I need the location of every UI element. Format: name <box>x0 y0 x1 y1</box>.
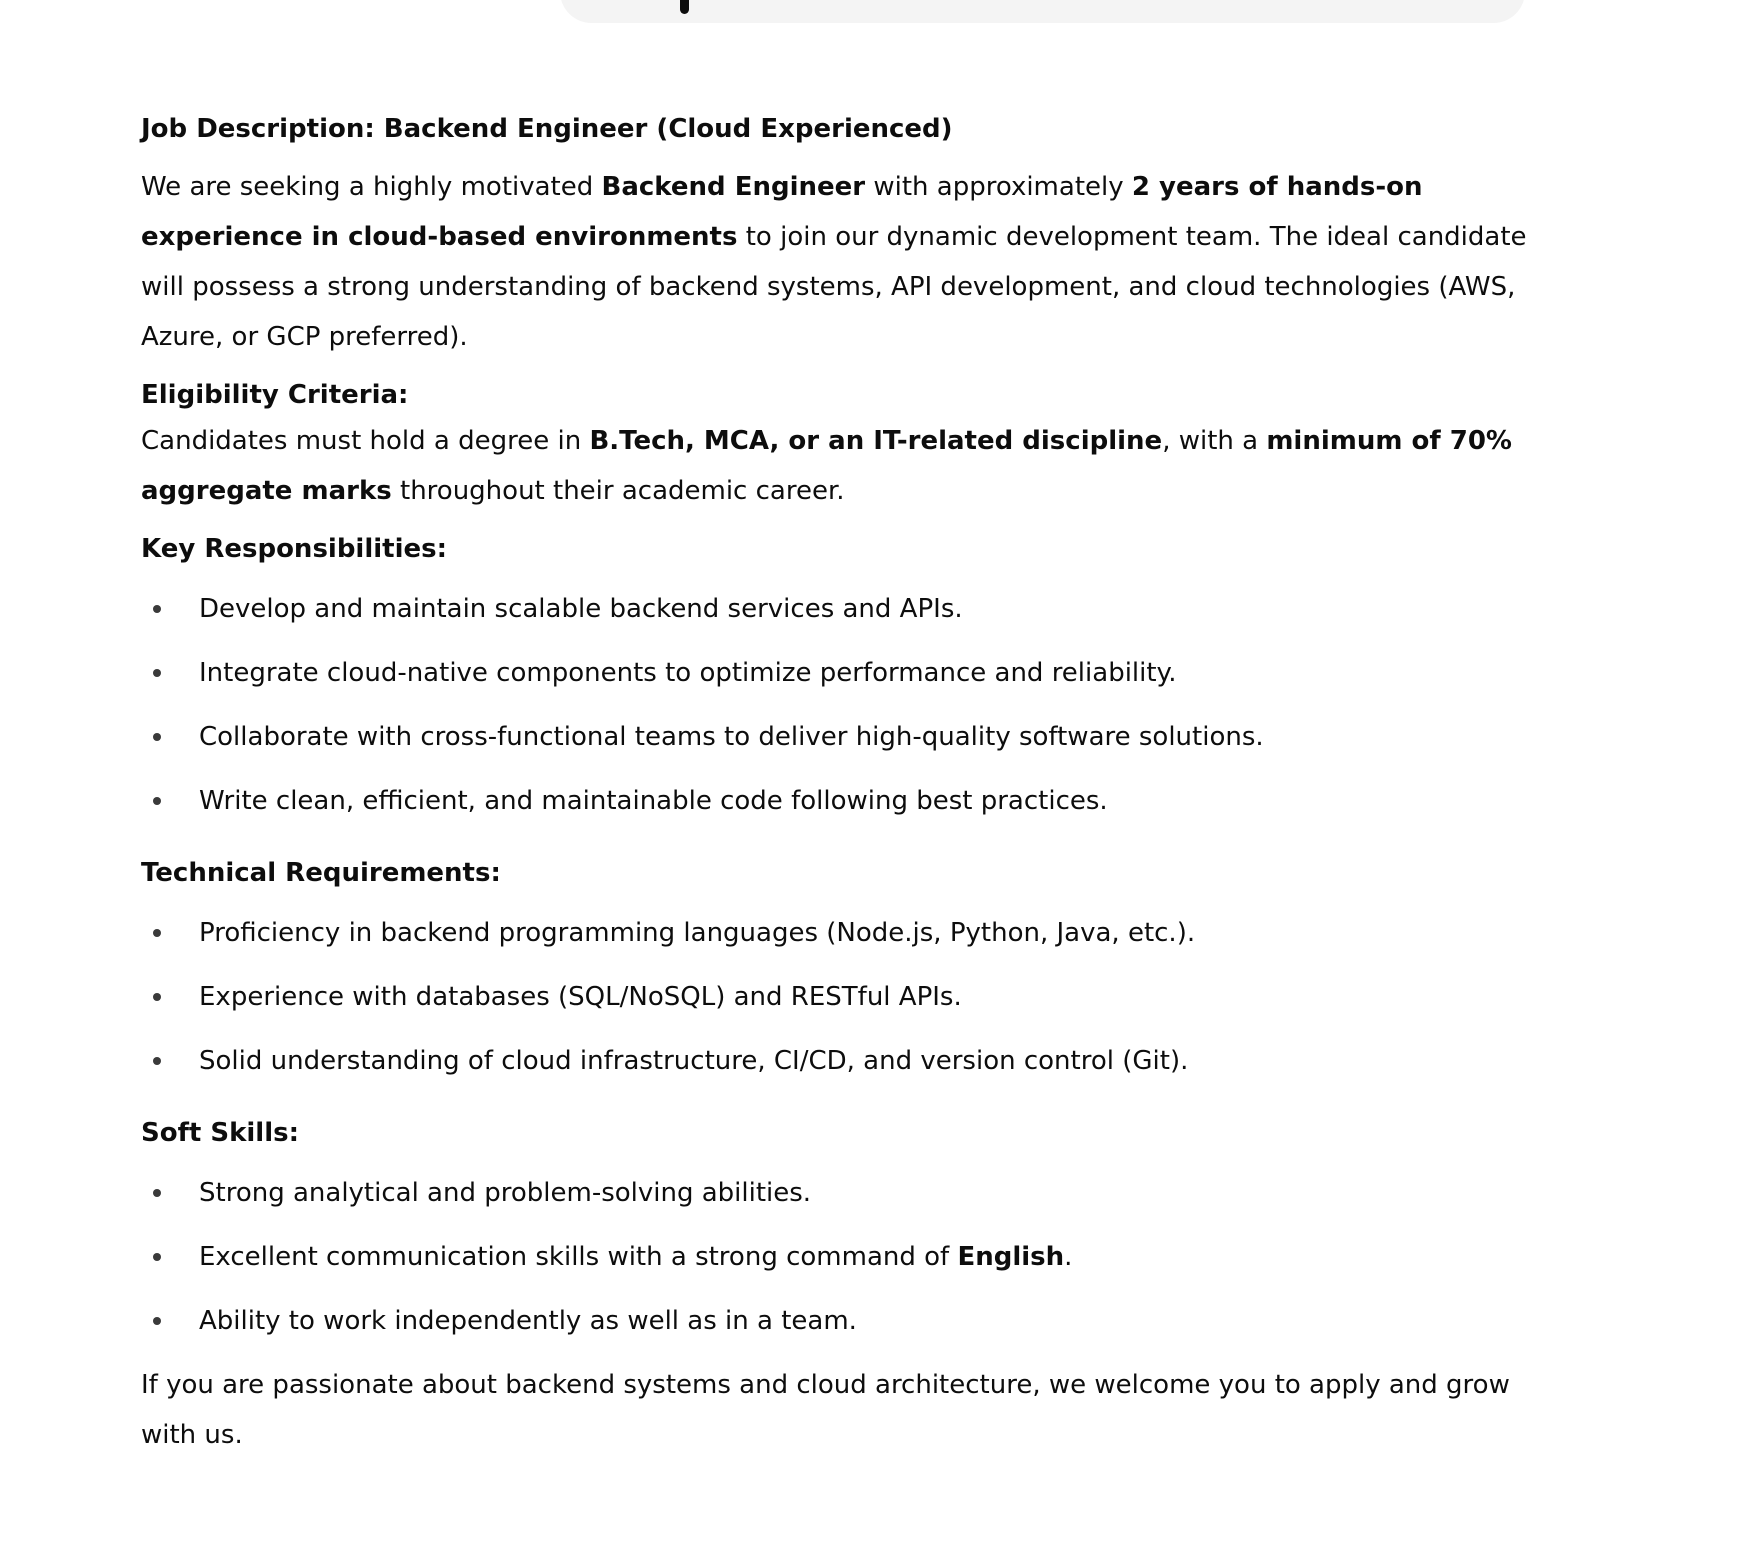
list-item: Strong analytical and problem-solving abilities. <box>141 1168 1531 1218</box>
soft-skills-heading: Soft Skills: <box>141 1118 300 1148</box>
list-item: Integrate cloud-native components to optimize performance and reliability. <box>141 648 1531 698</box>
bullet-icon <box>153 1189 161 1197</box>
bullet-icon <box>153 797 161 805</box>
technical-heading: Technical Requirements: <box>141 858 501 888</box>
bullet-icon <box>153 993 161 1001</box>
list-item: Proficiency in backend programming languages (Node.js, Python, Java, etc.). <box>141 908 1531 958</box>
list-item: Develop and maintain scalable backend services and APIs. <box>141 584 1531 634</box>
eligibility-paragraph: Candidates must hold a degree in B.Tech, MCA, or an IT-related discipline, with a minimum of 70% aggregate marks throughout their academic career. <box>141 426 1512 506</box>
responsibilities-heading: Key Responsibilities: <box>141 534 448 564</box>
list-item: Experience with databases (SQL/NoSQL) and RESTful APIs. <box>141 972 1531 1022</box>
list-item: Collaborate with cross-functional teams to deliver high-quality software solutions. <box>141 712 1531 762</box>
bullet-icon <box>153 669 161 677</box>
intro-paragraph: We are seeking a highly motivated Backend Engineer with approximately 2 years of hands-on experience in cloud-based environments to join our dynamic development team. The ideal candidate will possess a strong understanding of backend systems, API development, and cloud technologies (AWS, Azure, or GCP preferred). <box>141 172 1527 352</box>
bullet-icon <box>153 605 161 613</box>
bullet-icon <box>153 733 161 741</box>
soft-skills-list <box>141 1168 1531 1346</box>
bullet-icon <box>153 929 161 937</box>
job-title-heading: Job Description: Backend Engineer (Cloud Experienced) <box>141 114 953 144</box>
assistant-response <box>141 108 1531 1460</box>
list-item: Excellent communication skills with a strong command of English. <box>141 1232 1531 1282</box>
eligibility-heading: Eligibility Criteria: <box>141 380 409 410</box>
cropped-text-glyph <box>680 0 689 14</box>
list-item: Write clean, efficient, and maintainable code following best practices. <box>141 776 1531 826</box>
bullet-icon <box>153 1317 161 1325</box>
list-item: Ability to work independently as well as in a team. <box>141 1296 1531 1346</box>
technical-list <box>141 908 1531 1086</box>
responsibilities-list <box>141 584 1531 826</box>
bullet-icon <box>153 1057 161 1065</box>
bullet-icon <box>153 1253 161 1261</box>
closing-paragraph: If you are passionate about backend systems and cloud architecture, we welcome you to apply and grow with us. <box>141 1370 1510 1450</box>
previous-message-bubble <box>560 0 1525 23</box>
list-item: Solid understanding of cloud infrastructure, CI/CD, and version control (Git). <box>141 1036 1531 1086</box>
